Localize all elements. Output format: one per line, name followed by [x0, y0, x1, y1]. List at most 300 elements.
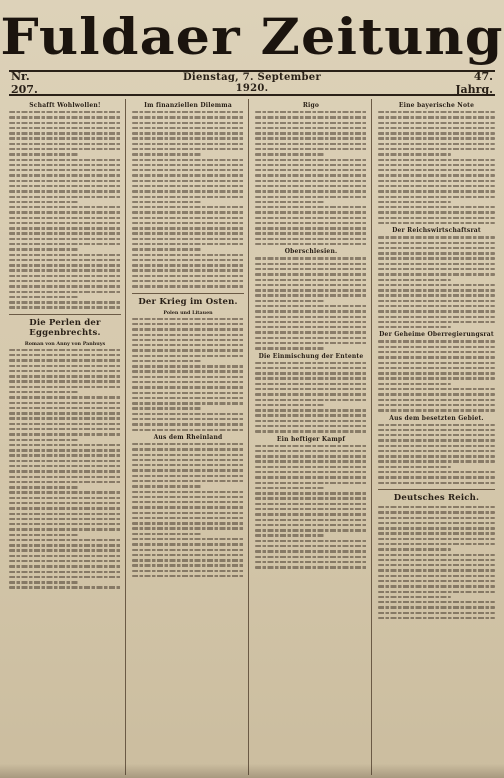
text-line [132, 349, 244, 351]
text-line [378, 506, 495, 508]
text-line [9, 391, 78, 393]
text-line [132, 153, 201, 155]
text-line [255, 450, 367, 452]
text-line [255, 337, 367, 339]
text-line [255, 263, 367, 265]
text-line [378, 554, 495, 556]
text-line [378, 367, 495, 369]
text-line [9, 407, 121, 409]
text-line [132, 386, 244, 388]
article-body [378, 340, 495, 411]
text-line [132, 413, 244, 415]
text-line [378, 242, 495, 244]
issue-date: Dienstag, 7. September 1920. [182, 72, 322, 94]
text-line [132, 402, 244, 404]
text-line [132, 475, 244, 477]
text-line [255, 217, 367, 219]
text-line [132, 264, 244, 266]
text-line [255, 190, 367, 192]
text-line [9, 301, 121, 303]
text-line [9, 370, 121, 372]
text-line [378, 511, 495, 513]
article-column [9, 99, 126, 775]
article-heading: Der Krieg im Osten. [132, 293, 244, 307]
text-line [378, 201, 451, 203]
text-line [9, 232, 121, 234]
text-line [255, 460, 367, 462]
text-line [132, 323, 244, 325]
text-line [255, 347, 324, 349]
text-line [378, 217, 495, 219]
text-line [9, 581, 78, 583]
text-line [132, 407, 201, 409]
text-line [9, 349, 121, 351]
text-line [9, 539, 121, 541]
text-line [132, 137, 244, 139]
text-line [9, 534, 78, 536]
text-line [378, 543, 495, 545]
text-line [132, 506, 244, 508]
text-line [378, 268, 495, 270]
text-line [132, 454, 244, 456]
text-line [9, 375, 121, 377]
text-line [9, 164, 121, 166]
text-line [132, 280, 244, 282]
text-line [255, 492, 367, 494]
text-line [378, 559, 495, 561]
text-line [132, 259, 244, 261]
text-line [378, 159, 495, 161]
text-line [255, 321, 367, 323]
text-line [9, 481, 121, 483]
text-line [132, 564, 244, 566]
article-body [255, 257, 367, 349]
text-line [132, 464, 244, 466]
text-line [132, 376, 244, 378]
text-line [378, 206, 495, 208]
text-line [255, 164, 367, 166]
text-line [9, 111, 121, 113]
text-line [9, 159, 121, 161]
text-line [378, 445, 495, 447]
text-line [255, 243, 367, 245]
text-line [9, 264, 121, 266]
text-line [9, 555, 121, 557]
text-line [255, 137, 367, 139]
text-line [378, 429, 495, 431]
text-line [255, 519, 367, 521]
text-line [378, 185, 495, 187]
article-body [378, 236, 495, 328]
text-line [255, 294, 367, 296]
text-line [132, 443, 244, 445]
text-line [378, 190, 495, 192]
text-line [255, 393, 367, 395]
text-line [255, 201, 324, 203]
text-line [378, 569, 495, 571]
text-line [9, 412, 121, 414]
text-line [255, 362, 367, 364]
text-line [378, 148, 495, 150]
text-line [378, 466, 451, 468]
text-line [132, 496, 244, 498]
text-line [9, 354, 121, 356]
text-line [132, 538, 244, 540]
article-body [255, 111, 367, 245]
text-line [9, 571, 121, 573]
text-line [255, 268, 367, 270]
text-line [132, 418, 244, 420]
text-line [132, 549, 244, 551]
text-line [132, 491, 244, 493]
text-line [9, 122, 121, 124]
text-line [132, 122, 244, 124]
text-line [9, 497, 121, 499]
text-line [132, 423, 244, 425]
text-line [378, 424, 495, 426]
text-line [9, 465, 121, 467]
text-line [378, 564, 495, 566]
text-line [9, 291, 121, 293]
text-line [378, 388, 495, 390]
text-line [255, 367, 367, 369]
text-line [132, 248, 201, 250]
text-line [9, 544, 121, 546]
text-line [255, 238, 367, 240]
text-line [255, 455, 367, 457]
text-line [378, 247, 495, 249]
masthead-title: Fuldaer Zeitung [0, 7, 504, 66]
text-line [9, 454, 121, 456]
text-line [9, 396, 121, 398]
text-line [132, 127, 244, 129]
text-line [378, 222, 495, 224]
article-subheading: Polen und Litauen [163, 309, 213, 316]
article-body [378, 506, 495, 619]
text-line [132, 365, 244, 367]
text-line [255, 257, 367, 259]
article-column [132, 99, 249, 775]
text-line [255, 211, 367, 213]
text-line [255, 482, 367, 484]
text-line [9, 507, 121, 509]
text-line [378, 164, 495, 166]
text-line [378, 538, 495, 540]
text-line [132, 559, 244, 561]
article-body [378, 424, 495, 484]
text-line [132, 527, 244, 529]
text-line [132, 132, 244, 134]
text-line [9, 306, 121, 308]
text-line [378, 591, 495, 593]
text-line [132, 243, 244, 245]
text-line [132, 238, 244, 240]
text-line [378, 409, 495, 411]
text-line [132, 169, 244, 171]
text-line [255, 508, 367, 510]
text-line [9, 116, 121, 118]
text-line [255, 556, 367, 558]
text-line [132, 116, 244, 118]
text-line [132, 370, 244, 372]
text-line [9, 386, 121, 388]
text-line [9, 365, 121, 367]
text-line [9, 243, 121, 245]
text-line [132, 190, 244, 192]
text-line [378, 300, 495, 302]
text-line [378, 116, 495, 118]
text-line [378, 211, 495, 213]
text-line [132, 575, 244, 577]
text-line [255, 232, 367, 234]
text-line [378, 575, 495, 577]
article-heading: Ein heftiger Kampf [276, 435, 346, 443]
text-line [9, 180, 121, 182]
article-body [255, 445, 367, 569]
text-line [378, 111, 495, 113]
text-line [9, 227, 121, 229]
text-line [9, 196, 121, 198]
text-line [378, 460, 495, 462]
text-line [9, 259, 121, 261]
text-line [9, 238, 121, 240]
text-line [255, 388, 367, 390]
text-line [378, 517, 495, 519]
volume-year: 47. Jahrg. [455, 70, 493, 96]
text-line [132, 185, 244, 187]
text-line [132, 429, 244, 431]
article-heading: Im finanziellen Dilemma [144, 102, 232, 109]
text-line [132, 339, 244, 341]
text-line [9, 269, 121, 271]
text-line [132, 392, 244, 394]
text-line [9, 222, 121, 224]
article-column [255, 99, 372, 775]
text-line [378, 362, 495, 364]
text-line [9, 248, 78, 250]
text-line [378, 601, 495, 603]
text-line [255, 148, 367, 150]
article-body [9, 349, 121, 589]
text-line [255, 372, 367, 374]
article-body [132, 111, 244, 288]
text-line [378, 439, 495, 441]
text-line [132, 381, 244, 383]
text-line [9, 486, 78, 488]
text-line [378, 532, 495, 534]
text-line [9, 428, 121, 430]
text-line [378, 137, 495, 139]
text-line [378, 580, 495, 582]
text-line [9, 523, 121, 525]
text-line [9, 127, 121, 129]
text-line [132, 355, 244, 357]
article-heading: Eine bayerische Note [398, 102, 475, 109]
text-line [132, 480, 244, 482]
text-line [378, 522, 495, 524]
text-line [255, 116, 367, 118]
text-line [378, 596, 451, 598]
text-line [255, 425, 367, 427]
text-line [255, 206, 367, 208]
text-line [255, 310, 367, 312]
text-line [255, 196, 367, 198]
text-line [378, 606, 495, 608]
text-line [378, 434, 495, 436]
text-line [378, 316, 495, 318]
text-line [255, 180, 367, 182]
text-line [9, 143, 121, 145]
text-line [255, 279, 367, 281]
text-line [9, 439, 78, 441]
text-line [9, 549, 121, 551]
text-line [132, 448, 244, 450]
text-line [132, 232, 244, 234]
text-line [132, 222, 244, 224]
text-line [132, 469, 244, 471]
text-line [255, 545, 367, 547]
text-line [378, 321, 495, 323]
text-line [255, 476, 367, 478]
text-line [255, 513, 367, 515]
text-line [378, 132, 495, 134]
text-line [255, 153, 324, 155]
text-line [255, 273, 367, 275]
text-line [255, 497, 367, 499]
text-line [132, 159, 244, 161]
text-line [378, 252, 495, 254]
text-line [255, 300, 324, 302]
text-line [9, 148, 121, 150]
text-line [9, 502, 121, 504]
text-line [255, 111, 367, 113]
text-line [255, 404, 324, 406]
text-line [9, 460, 121, 462]
text-line [378, 196, 495, 198]
article-heading: Der Geheime Oberregierungsrat [379, 331, 494, 339]
article-column [378, 99, 495, 775]
text-line [255, 409, 367, 411]
text-line [378, 340, 495, 342]
text-line [255, 127, 367, 129]
text-line [255, 471, 367, 473]
article-heading: Oberschlesien. [284, 248, 338, 256]
text-line [132, 143, 244, 145]
text-line [378, 143, 495, 145]
text-line [132, 111, 244, 113]
text-line [378, 612, 495, 614]
text-line [9, 132, 121, 134]
text-line [378, 236, 495, 238]
text-line [9, 476, 121, 478]
text-line [255, 430, 367, 432]
text-line [255, 132, 367, 134]
article-heading: Schafft Wohlwollen! [29, 102, 101, 109]
text-line [9, 296, 78, 298]
text-line [9, 217, 121, 219]
article-body [9, 111, 121, 309]
text-line [9, 528, 121, 530]
text-line [378, 393, 495, 395]
text-line [9, 565, 121, 567]
text-line [9, 491, 121, 493]
text-line [9, 190, 121, 192]
issue-number: Nr. 207. [11, 70, 38, 96]
article-heading: Aus dem Rheinland [153, 433, 223, 441]
text-line [378, 404, 495, 406]
text-line [132, 334, 244, 336]
text-line [132, 201, 201, 203]
text-line [9, 470, 121, 472]
advertising-notice [327, 74, 447, 92]
text-line [9, 513, 121, 515]
text-line [255, 399, 367, 401]
article-heading: Die Einmischung der Entente [258, 352, 364, 360]
text-line [378, 257, 495, 259]
text-line [9, 285, 121, 287]
text-line [378, 169, 495, 171]
text-line [255, 289, 367, 291]
text-line [132, 570, 244, 572]
text-line [132, 196, 244, 198]
text-line [255, 561, 367, 563]
text-line [378, 399, 495, 401]
text-line [378, 305, 495, 307]
article-subheading: Roman von Anny von Panhuys [24, 340, 106, 347]
text-line [132, 501, 244, 503]
text-line [378, 289, 495, 291]
text-line [132, 512, 244, 514]
text-line [378, 279, 451, 281]
text-line [9, 211, 121, 213]
text-line [9, 402, 121, 404]
article-columns [9, 99, 495, 775]
text-line [255, 524, 367, 526]
text-line [132, 206, 244, 208]
text-line [378, 180, 495, 182]
text-line [378, 127, 495, 129]
text-line [255, 420, 367, 422]
text-line [9, 417, 121, 419]
text-line [132, 397, 244, 399]
text-line [378, 450, 495, 452]
text-line [255, 159, 367, 161]
text-line [9, 449, 121, 451]
text-line [9, 137, 121, 139]
text-line [378, 346, 495, 348]
text-line [378, 356, 495, 358]
text-line [255, 466, 367, 468]
text-line [9, 576, 121, 578]
text-line [378, 263, 495, 265]
text-line [9, 169, 121, 171]
text-line [378, 273, 495, 275]
text-line [255, 185, 367, 187]
text-line [378, 482, 495, 484]
text-line [255, 487, 324, 489]
article-body [378, 111, 495, 224]
text-line [9, 586, 121, 588]
text-line [132, 254, 244, 256]
article-body [255, 362, 367, 433]
text-line [9, 380, 121, 382]
text-line [378, 455, 495, 457]
article-body [132, 318, 244, 431]
text-line [255, 377, 367, 379]
text-line [378, 527, 495, 529]
text-line [132, 269, 244, 271]
text-line [255, 503, 367, 505]
